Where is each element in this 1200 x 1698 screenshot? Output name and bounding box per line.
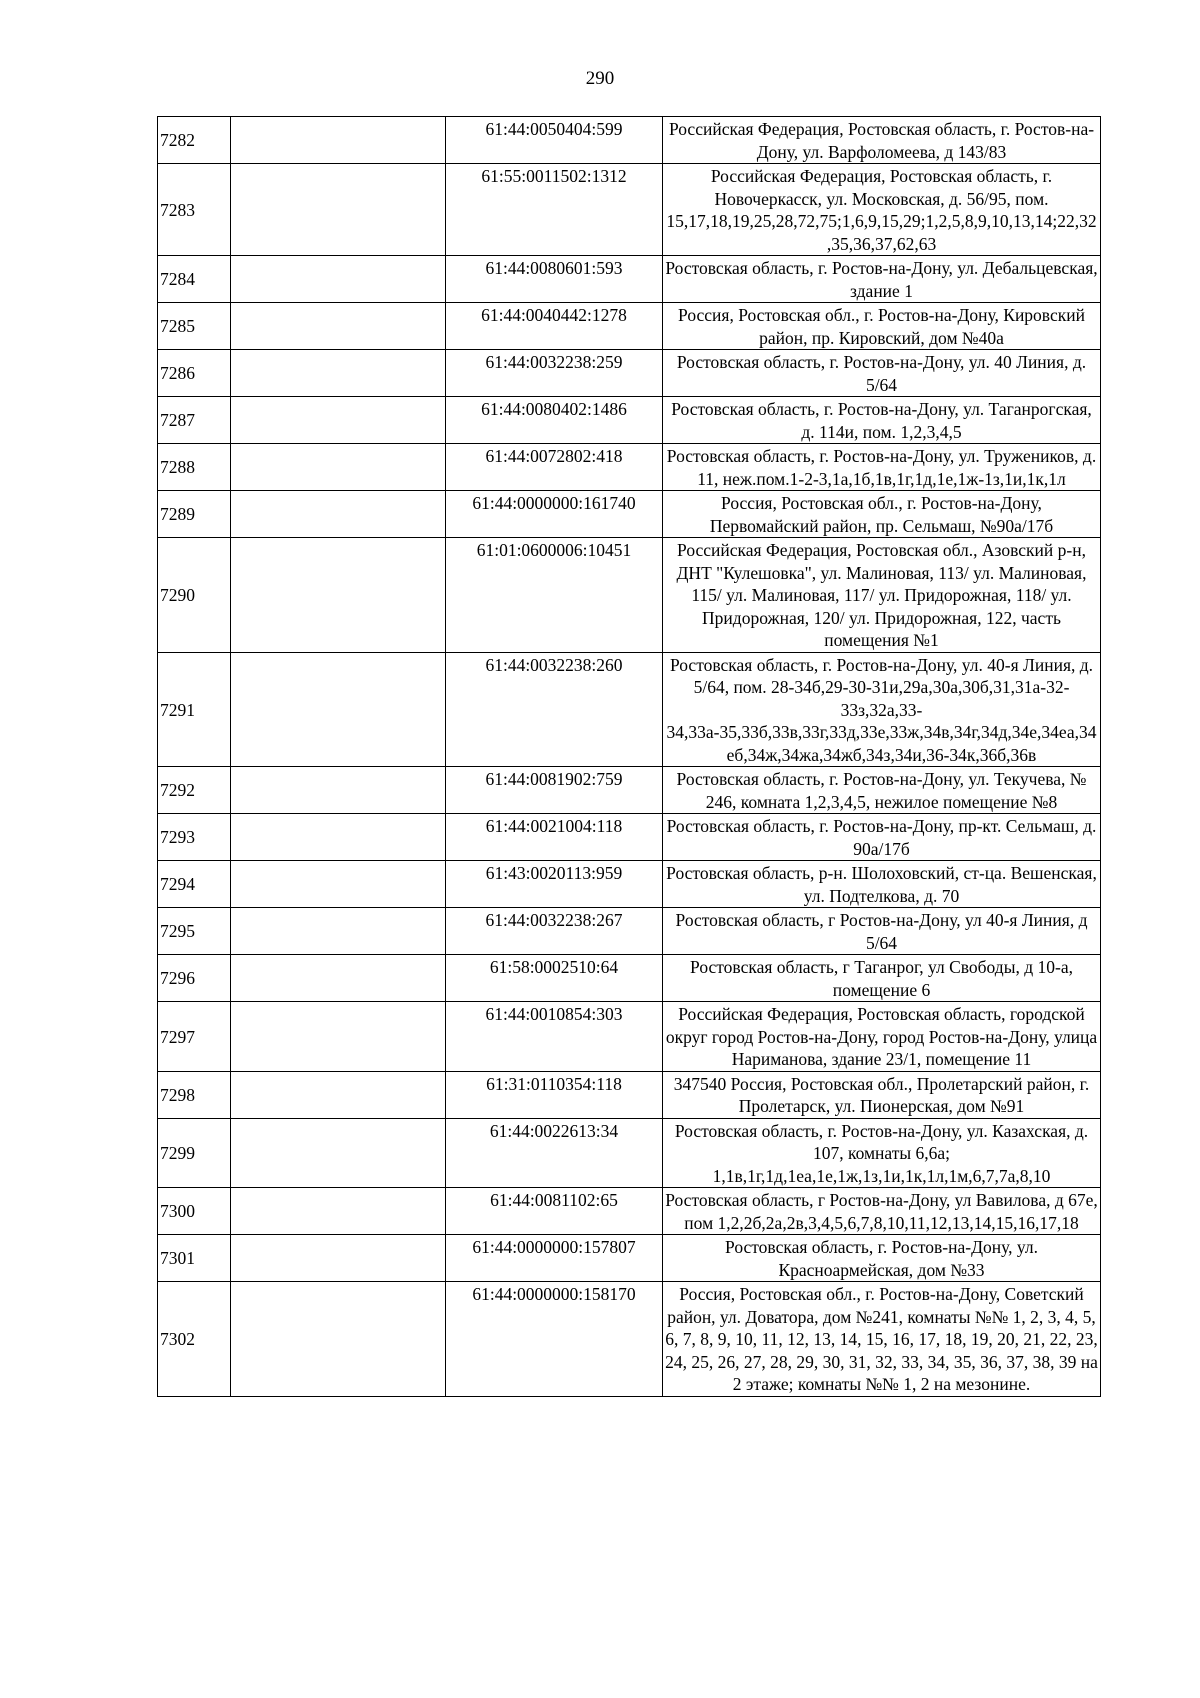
address: Россия, Ростовская обл., г. Ростов-на-Дону, Кировский район, пр. Кировский, дом №40а	[663, 303, 1101, 350]
table-row	[158, 538, 1101, 653]
table-row	[158, 164, 1101, 256]
table-row	[158, 117, 1101, 164]
address: Российская Федерация, Ростовская область, г. Ростов-на-Дону, ул. Варфоломеева, д 143/83	[663, 117, 1101, 164]
row-number: 7293	[158, 814, 231, 861]
empty-cell	[231, 861, 446, 908]
row-number: 7296	[158, 955, 231, 1002]
table-row	[158, 1188, 1101, 1235]
address: Ростовская область, г. Ростов-на-Дону, пр-кт. Сельмаш, д. 90а/17б	[663, 814, 1101, 861]
registry-table	[157, 116, 1101, 1397]
cadastral-number: 61:55:0011502:1312	[446, 164, 663, 256]
row-number: 7286	[158, 350, 231, 397]
address: Российская Федерация, Ростовская область, городской округ город Ростов-на-Дону, город Ростов-на-Дону, улица Нариманова, здание 23/1, помещение 11	[663, 1002, 1101, 1072]
row-number: 7291	[158, 652, 231, 767]
row-number: 7283	[158, 164, 231, 256]
row-number: 7290	[158, 538, 231, 653]
empty-cell	[231, 444, 446, 491]
empty-cell	[231, 1002, 446, 1072]
table-row	[158, 1071, 1101, 1118]
empty-cell	[231, 350, 446, 397]
address: Россия, Ростовская обл., г. Ростов-на-Дону, Первомайский район, пр. Сельмаш, №90а/17б	[663, 491, 1101, 538]
table-row	[158, 1235, 1101, 1282]
empty-cell	[231, 117, 446, 164]
cadastral-number: 61:44:0000000:158170	[446, 1282, 663, 1397]
address: Ростовская область, г. Ростов-на-Дону, ул. Тружеников, д. 11, неж.пом.1-2-3,1а,1б,1в,1г,1д,1е,1ж-1з,1и,1к,1л	[663, 444, 1101, 491]
table-row	[158, 491, 1101, 538]
table-row	[158, 814, 1101, 861]
table-row	[158, 1118, 1101, 1188]
cadastral-number: 61:43:0020113:959	[446, 861, 663, 908]
address: Российская Федерация, Ростовская обл., Азовский р-н, ДНТ "Кулешовка", ул. Малиновая, 113/ ул. Малиновая, 115/ ул. Малиновая, 117/ ул. Придорожная, 118/ ул. Придорожная, 120/ ул. Придорожная, 122, часть помещения №1	[663, 538, 1101, 653]
empty-cell	[231, 538, 446, 653]
row-number: 7301	[158, 1235, 231, 1282]
table-row	[158, 1002, 1101, 1072]
empty-cell	[231, 652, 446, 767]
table-row	[158, 397, 1101, 444]
address: Ростовская область, г. Ростов-на-Дону, ул. 40-я Линия, д. 5/64, пом. 28-34б,29-30-31и,29а,30а,30б,31,31а-32-33з,32а,33-34,33а-35,33б,33в,33г,33д,33е,33ж,34в,34г,34д,34е,34еа,34еб,34ж,34жа,34жб,34з,34и,36-34к,36б,36в	[663, 652, 1101, 767]
address: Ростовская область, г. Ростов-на-Дону, ул. 40 Линия, д. 5/64	[663, 350, 1101, 397]
row-number: 7299	[158, 1118, 231, 1188]
address: Российская Федерация, Ростовская область, г. Новочеркасск, ул. Московская, д. 56/95, пом. 15,17,18,19,25,28,72,75;1,6,9,15,29;1,2,5,8,9,10,13,14;22,32,35,36,37,62,63	[663, 164, 1101, 256]
row-number: 7289	[158, 491, 231, 538]
empty-cell	[231, 908, 446, 955]
empty-cell	[231, 256, 446, 303]
empty-cell	[231, 1188, 446, 1235]
cadastral-number: 61:44:0000000:161740	[446, 491, 663, 538]
empty-cell	[231, 767, 446, 814]
empty-cell	[231, 164, 446, 256]
table-row	[158, 767, 1101, 814]
address: Ростовская область, р-н. Шолоховский, ст-ца. Вешенская, ул. Подтелкова, д. 70	[663, 861, 1101, 908]
cadastral-number: 61:44:0032238:259	[446, 350, 663, 397]
page-number: 290	[585, 68, 615, 89]
cadastral-number: 61:44:0022613:34	[446, 1118, 663, 1188]
address: Ростовская область, г Таганрог, ул Свободы, д 10-а, помещение 6	[663, 955, 1101, 1002]
row-number: 7285	[158, 303, 231, 350]
row-number: 7297	[158, 1002, 231, 1072]
empty-cell	[231, 491, 446, 538]
empty-cell	[231, 1071, 446, 1118]
table-row	[158, 350, 1101, 397]
address: Россия, Ростовская обл., г. Ростов-на-Дону, Советский район, ул. Доватора, дом №241, комнаты №№ 1, 2, 3, 4, 5, 6, 7, 8, 9, 10, 11, 12, 13, 14, 15, 16, 17, 18, 19, 20, 21, 22, 23, 24, 25, 26, 27, 28, 29, 30, 31, 32, 33, 34, 35, 36, 37, 38, 39 на 2 этаже; комнаты №№ 1, 2 на мезонине.	[663, 1282, 1101, 1397]
row-number: 7295	[158, 908, 231, 955]
cadastral-number: 61:44:0032238:267	[446, 908, 663, 955]
cadastral-number: 61:44:0032238:260	[446, 652, 663, 767]
row-number: 7288	[158, 444, 231, 491]
cadastral-number: 61:44:0010854:303	[446, 1002, 663, 1072]
row-number: 7294	[158, 861, 231, 908]
table-row	[158, 444, 1101, 491]
table-row	[158, 652, 1101, 767]
table-row	[158, 303, 1101, 350]
row-number: 7287	[158, 397, 231, 444]
empty-cell	[231, 955, 446, 1002]
empty-cell	[231, 303, 446, 350]
empty-cell	[231, 1235, 446, 1282]
address: Ростовская область, г Ростов-на-Дону, ул Вавилова, д 67е, пом 1,2,2б,2а,2в,3,4,5,6,7,8,10,11,12,13,14,15,16,17,18	[663, 1188, 1101, 1235]
address: Ростовская область, г. Ростов-на-Дону, ул. Казахская, д. 107, комнаты 6,6а; 1,1в,1г,1д,1еа,1е,1ж,1з,1и,1к,1л,1м,6,7,7а,8,10	[663, 1118, 1101, 1188]
cadastral-number: 61:44:0081902:759	[446, 767, 663, 814]
address: Ростовская область, г Ростов-на-Дону, ул 40-я Линия, д 5/64	[663, 908, 1101, 955]
row-number: 7302	[158, 1282, 231, 1397]
empty-cell	[231, 1282, 446, 1397]
address: Ростовская область, г. Ростов-на-Дону, ул. Дебальцевская, здание 1	[663, 256, 1101, 303]
empty-cell	[231, 397, 446, 444]
cadastral-number: 61:44:0000000:157807	[446, 1235, 663, 1282]
address: Ростовская область, г. Ростов-на-Дону, ул. Красноармейская, дом №33	[663, 1235, 1101, 1282]
cadastral-number: 61:44:0080601:593	[446, 256, 663, 303]
empty-cell	[231, 814, 446, 861]
cadastral-number: 61:44:0040442:1278	[446, 303, 663, 350]
address: Ростовская область, г. Ростов-на-Дону, ул. Текучева, № 246, комната 1,2,3,4,5, нежилое помещение №8	[663, 767, 1101, 814]
empty-cell	[231, 1118, 446, 1188]
table-row	[158, 955, 1101, 1002]
cadastral-number: 61:01:0600006:10451	[446, 538, 663, 653]
table-row	[158, 861, 1101, 908]
row-number: 7298	[158, 1071, 231, 1118]
row-number: 7282	[158, 117, 231, 164]
cadastral-number: 61:44:0021004:118	[446, 814, 663, 861]
cadastral-number: 61:44:0081102:65	[446, 1188, 663, 1235]
cadastral-number: 61:31:0110354:118	[446, 1071, 663, 1118]
address: 347540 Россия, Ростовская обл., Пролетарский район, г. Пролетарск, ул. Пионерская, дом №91	[663, 1071, 1101, 1118]
row-number: 7300	[158, 1188, 231, 1235]
cadastral-number: 61:44:0050404:599	[446, 117, 663, 164]
cadastral-number: 61:44:0072802:418	[446, 444, 663, 491]
table-row	[158, 256, 1101, 303]
table-row	[158, 1282, 1101, 1397]
cadastral-number: 61:58:0002510:64	[446, 955, 663, 1002]
row-number: 7284	[158, 256, 231, 303]
table-row	[158, 908, 1101, 955]
registry-rows	[158, 117, 1101, 1397]
row-number: 7292	[158, 767, 231, 814]
address: Ростовская область, г. Ростов-на-Дону, ул. Таганрогская, д. 114и, пом. 1,2,3,4,5	[663, 397, 1101, 444]
cadastral-number: 61:44:0080402:1486	[446, 397, 663, 444]
